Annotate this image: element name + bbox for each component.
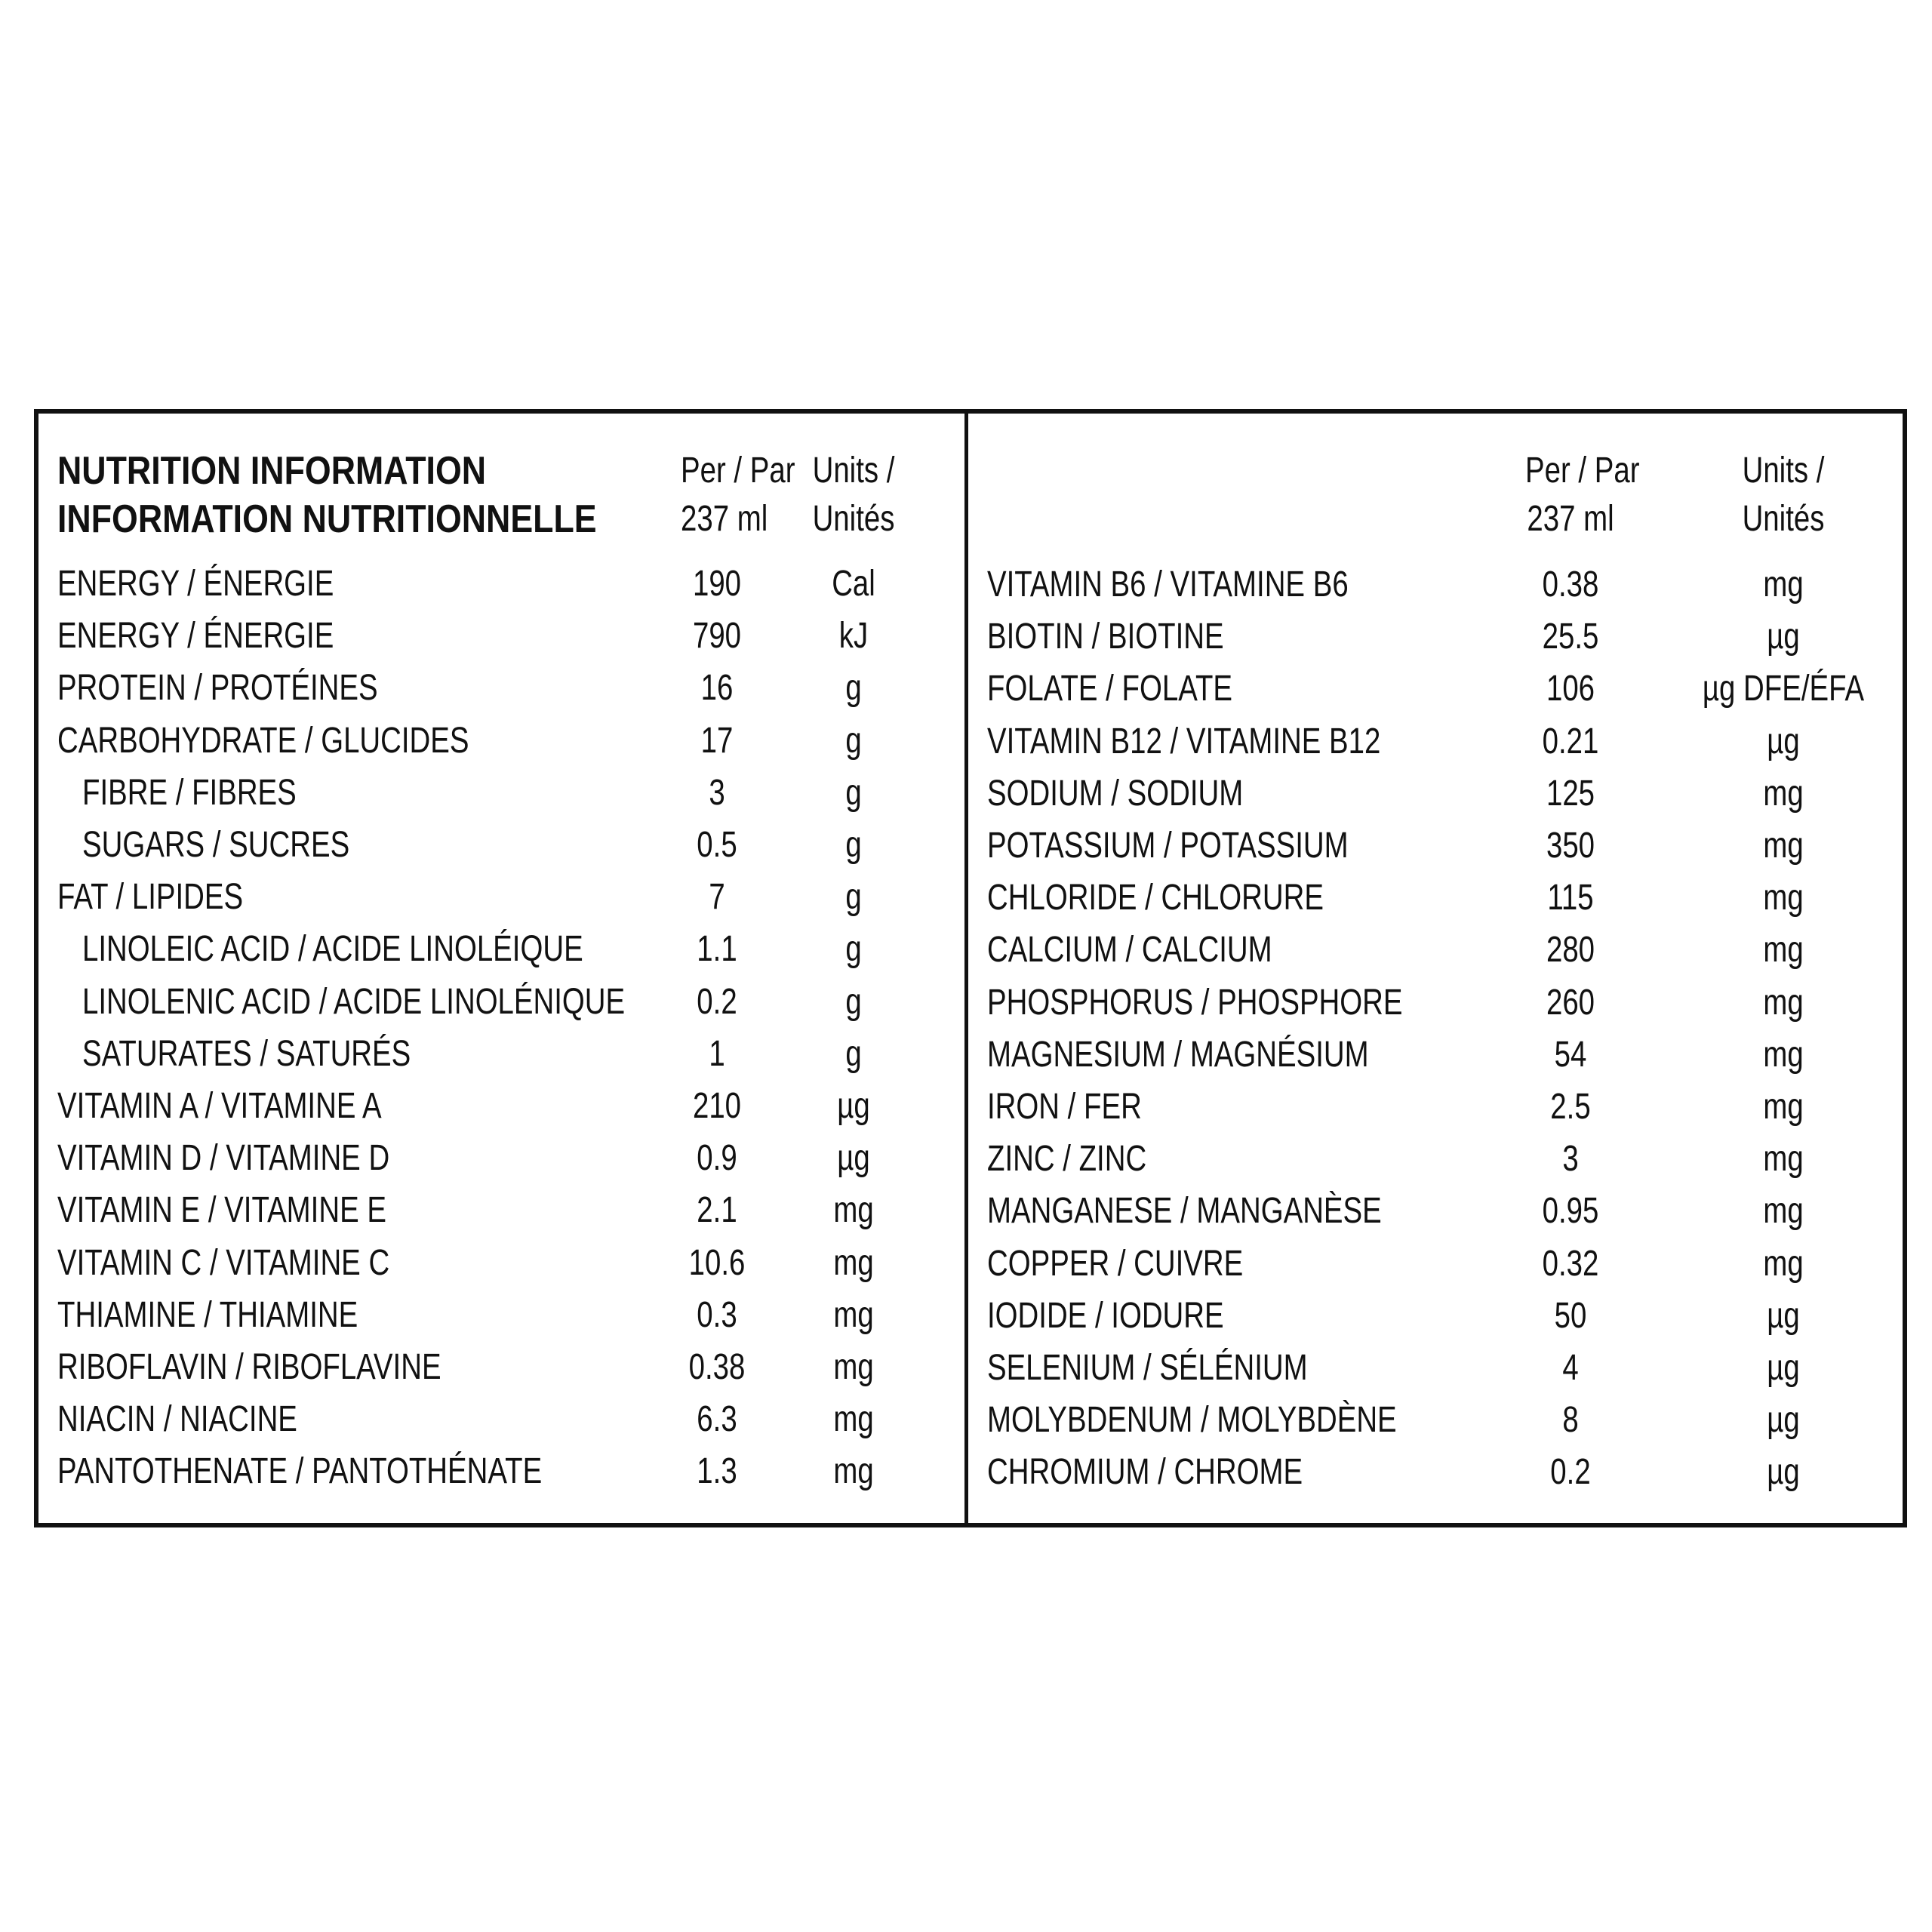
nutrient-name: CALCIUM / CALCIUM (987, 930, 1272, 971)
nutrient-unit: mg (1763, 773, 1804, 814)
nutrient-unit: g (845, 1033, 862, 1074)
nutrient-unit: µg (1767, 1295, 1800, 1336)
nutrient-amount: 0.2 (1550, 1452, 1591, 1493)
nutrient-unit: mg (833, 1294, 874, 1335)
nutrient-amount: 7 (709, 877, 725, 918)
nutrient-name: ENERGY / ÉNERGIE (57, 616, 334, 657)
nutrient-name: PANTOTHENATE / PANTOTHÉNATE (57, 1451, 543, 1492)
nutrient-unit: mg (1763, 930, 1804, 971)
nutrient-unit: mg (833, 1451, 874, 1492)
nutrient-amount: 1.1 (697, 929, 737, 970)
nutrient-unit: µg (1767, 1348, 1800, 1388)
units-header-line1: Units / (1742, 451, 1825, 491)
nutrient-name: THIAMINE / THIAMINE (57, 1294, 358, 1335)
nutrient-unit: mg (833, 1399, 874, 1440)
nutrient-amount: 0.9 (697, 1138, 737, 1179)
nutrient-amount: 1.3 (697, 1451, 737, 1492)
nutrient-name: ZINC / ZINC (987, 1139, 1147, 1180)
nutrient-name: VITAMIN A / VITAMINE A (57, 1086, 382, 1126)
nutrient-name: ENERGY / ÉNERGIE (57, 564, 334, 604)
nutrient-name: MOLYBDENUM / MOLYBDÈNE (987, 1400, 1397, 1441)
units-header-line2: Unités (1742, 499, 1825, 539)
nutrient-amount: 260 (1546, 982, 1595, 1023)
nutrient-amount: 106 (1546, 669, 1595, 709)
nutrient-unit: mg (833, 1242, 874, 1283)
nutrient-unit: µg (837, 1086, 870, 1126)
nutrient-unit: mg (1763, 826, 1804, 866)
per-serving-header-line1: Per / Par (1525, 451, 1640, 491)
nutrient-unit: µg (1767, 721, 1800, 761)
nutrient-amount: 17 (700, 720, 734, 761)
nutrient-unit: mg (1763, 982, 1804, 1023)
nutrient-unit: g (845, 825, 862, 865)
nutrient-amount: 3 (1562, 1139, 1579, 1180)
nutrient-unit: mg (833, 1190, 874, 1231)
nutrient-name: VITAMIN B6 / VITAMINE B6 (987, 565, 1349, 605)
nutrient-unit: mg (1763, 878, 1804, 918)
nutrient-amount: 16 (700, 668, 734, 709)
nutrient-name: RIBOFLAVIN / RIBOFLAVINE (57, 1347, 441, 1387)
nutrient-amount: 25.5 (1542, 617, 1599, 657)
left-column (38, 414, 964, 1523)
nutrient-unit: µg (1767, 1400, 1800, 1441)
nutrient-name: LINOLEIC ACID / ACIDE LINOLÉIQUE (82, 929, 583, 970)
nutrient-name: IRON / FER (987, 1087, 1142, 1127)
nutrient-amount: 0.95 (1542, 1191, 1599, 1232)
nutrient-name: FOLATE / FOLATE (987, 669, 1233, 709)
nutrient-amount: 0.38 (1542, 565, 1599, 605)
nutrient-unit: g (845, 929, 862, 970)
nutrient-unit: mg (833, 1347, 874, 1387)
nutrient-amount: 0.32 (1542, 1243, 1599, 1284)
nutrient-name: SATURATES / SATURÉS (82, 1033, 411, 1074)
nutrient-name: SELENIUM / SÉLÉNIUM (987, 1348, 1308, 1388)
nutrient-unit: mg (1763, 1139, 1804, 1180)
nutrient-amount: 1 (709, 1033, 725, 1074)
nutrient-amount: 350 (1546, 826, 1595, 866)
nutrient-amount: 280 (1546, 930, 1595, 971)
nutrient-name: VITAMIN E / VITAMINE E (57, 1190, 386, 1231)
nutrient-unit: g (845, 877, 862, 918)
nutrient-name: SUGARS / SUCRES (82, 825, 350, 865)
nutrient-amount: 10.6 (688, 1242, 746, 1283)
nutrient-amount: 210 (692, 1086, 742, 1126)
nutrient-unit: µg (1767, 1452, 1800, 1493)
nutrient-name: CHROMIUM / CHROME (987, 1452, 1303, 1493)
right-column (968, 414, 1907, 1523)
nutrient-amount: 3 (709, 772, 725, 813)
table-title-french: INFORMATION NUTRITIONNELLE (57, 497, 597, 541)
units-header-line2: Unités (812, 499, 895, 539)
nutrient-amount: 8 (1562, 1400, 1579, 1441)
nutrient-unit: g (845, 668, 862, 709)
nutrition-facts-table (34, 409, 1907, 1527)
nutrient-amount: 125 (1546, 773, 1595, 814)
nutrient-name: VITAMIN C / VITAMINE C (57, 1242, 390, 1283)
nutrient-amount: 6.3 (697, 1399, 737, 1440)
nutrient-name: MAGNESIUM / MAGNÉSIUM (987, 1034, 1369, 1075)
nutrient-name: PROTEIN / PROTÉINES (57, 668, 378, 709)
nutrient-unit: mg (1763, 1243, 1804, 1284)
nutrient-unit: g (845, 981, 862, 1022)
per-serving-header-line2: 237 ml (681, 499, 768, 539)
nutrient-unit: µg (837, 1138, 870, 1179)
nutrient-amount: 0.2 (697, 981, 737, 1022)
nutrient-name: PHOSPHORUS / PHOSPHORE (987, 982, 1403, 1023)
nutrient-amount: 115 (1547, 878, 1594, 918)
nutrient-amount: 2.5 (1550, 1087, 1591, 1127)
nutrient-name: FIBRE / FIBRES (82, 772, 297, 813)
nutrient-name: SODIUM / SODIUM (987, 773, 1244, 814)
nutrient-unit: g (845, 720, 862, 761)
nutrient-amount: 50 (1554, 1295, 1587, 1336)
nutrient-name: POTASSIUM / POTASSIUM (987, 826, 1349, 866)
nutrient-name: IODIDE / IODURE (987, 1295, 1224, 1336)
nutrient-unit: mg (1763, 1034, 1804, 1075)
nutrient-name: BIOTIN / BIOTINE (987, 617, 1224, 657)
nutrient-amount: 0.21 (1542, 721, 1599, 761)
nutrient-unit: mg (1763, 1087, 1804, 1127)
table-title-english: NUTRITION INFORMATION (57, 449, 487, 493)
units-header-line1: Units / (812, 451, 895, 491)
nutrient-name: NIACIN / NIACINE (57, 1399, 297, 1440)
nutrient-name: MANGANESE / MANGANÈSE (987, 1191, 1382, 1232)
nutrient-name: CHLORIDE / CHLORURE (987, 878, 1324, 918)
per-serving-header-line2: 237 ml (1527, 499, 1614, 539)
nutrient-unit: kJ (838, 616, 869, 657)
nutrient-amount: 790 (692, 616, 742, 657)
nutrient-amount: 190 (692, 564, 742, 604)
nutrient-name: VITAMIN B12 / VITAMINE B12 (987, 721, 1381, 761)
nutrient-name: LINOLENIC ACID / ACIDE LINOLÉNIQUE (82, 981, 626, 1022)
nutrient-unit: Cal (832, 564, 875, 604)
nutrient-amount: 54 (1554, 1034, 1587, 1075)
nutrient-amount: 2.1 (697, 1190, 737, 1231)
nutrient-name: COPPER / CUIVRE (987, 1243, 1244, 1284)
nutrient-name: VITAMIN D / VITAMINE D (57, 1138, 390, 1179)
nutrient-amount: 0.38 (688, 1347, 746, 1387)
nutrient-unit: mg (1763, 1191, 1804, 1232)
nutrient-unit: µg (1767, 617, 1800, 657)
nutrient-unit: g (845, 772, 862, 813)
nutrient-amount: 0.5 (697, 825, 737, 865)
nutrient-name: FAT / LIPIDES (57, 877, 244, 918)
nutrient-amount: 4 (1562, 1348, 1579, 1388)
per-serving-header-line1: Per / Par (681, 451, 795, 491)
nutrient-unit: mg (1763, 565, 1804, 605)
nutrient-amount: 0.3 (697, 1294, 737, 1335)
nutrient-name: CARBOHYDRATE / GLUCIDES (57, 720, 469, 761)
nutrient-unit: µg DFE/ÉFA (1702, 669, 1865, 709)
